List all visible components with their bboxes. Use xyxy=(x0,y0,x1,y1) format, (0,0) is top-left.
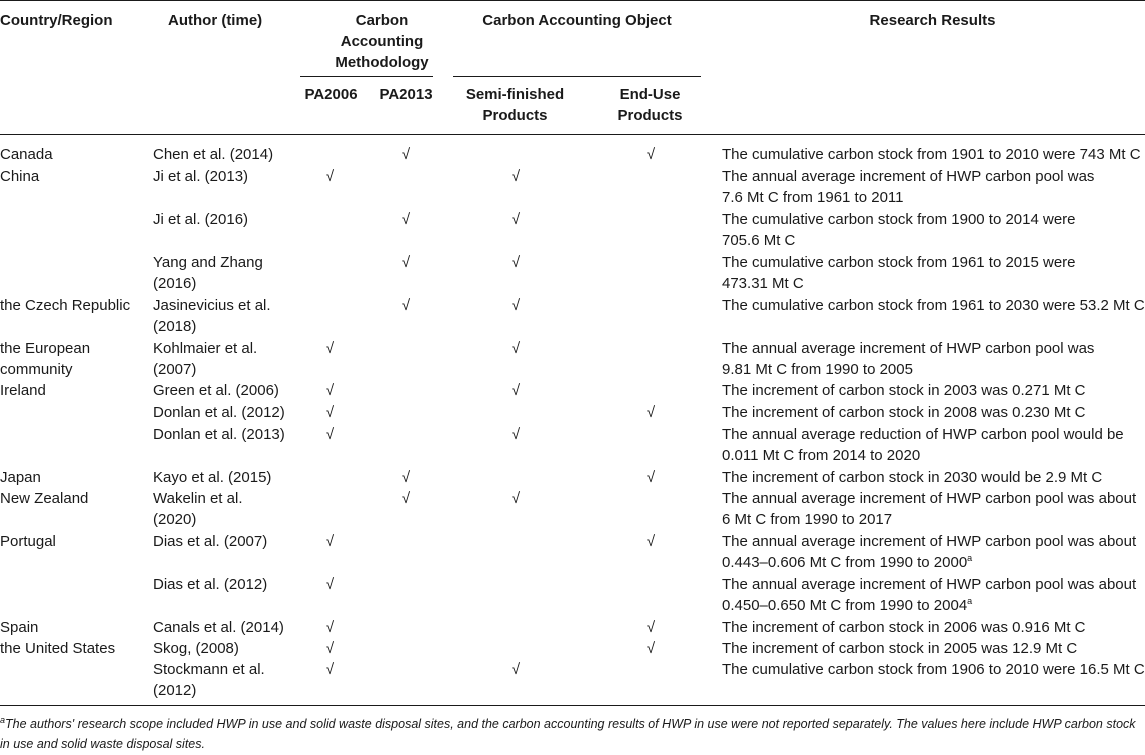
country-cell: Japan xyxy=(0,469,41,486)
header-methodology: Carbon Accounting Methodology xyxy=(335,12,429,71)
check-semi-finished: √ xyxy=(511,168,521,185)
check-end-use: √ xyxy=(646,146,656,163)
result-cell-line2: 473.31 Mt C xyxy=(722,275,804,292)
result-cell-line2: 6 Mt C from 1990 to 2017 xyxy=(722,511,893,528)
author-cell: Donlan et al. (2013) xyxy=(153,426,285,443)
footnote-marker: a xyxy=(967,553,973,563)
country-cell: Ireland xyxy=(0,382,46,399)
header-semi-finished: Semi-finished Products xyxy=(465,86,565,124)
country-cell: Portugal xyxy=(0,533,56,550)
result-cell-line2: 7.6 Mt C from 1961 to 2011 xyxy=(722,189,904,206)
check-end-use: √ xyxy=(646,469,656,486)
author-cell: Jasinevicius et al. xyxy=(153,297,271,314)
author-cell: Wakelin et al. xyxy=(153,490,243,507)
check-pa2013: √ xyxy=(401,211,411,228)
country-cell: Canada xyxy=(0,146,53,163)
object-rule xyxy=(453,76,701,77)
result-cell: The cumulative carbon stock from 1901 to 2010 were 743 Mt C xyxy=(722,146,1141,163)
check-pa2006: √ xyxy=(325,619,335,636)
author-cell: Yang and Zhang xyxy=(153,254,263,271)
author-cell: Stockmann et al. xyxy=(153,661,265,678)
result-cell: The cumulative carbon stock from 1900 to 2014 were xyxy=(722,211,1076,228)
check-pa2006: √ xyxy=(325,661,335,678)
result-cell-line2: 705.6 Mt C xyxy=(722,232,796,249)
author-cell-line2: (2020) xyxy=(153,511,197,528)
result-value: 0.443–0.606 Mt C from 1990 to 2000 xyxy=(722,554,968,571)
author-cell: Ji et al. (2016) xyxy=(153,211,249,228)
result-cell: The increment of carbon stock in 2008 was 0.230 Mt C xyxy=(722,404,1086,421)
author-cell: Kohlmaier et al. xyxy=(153,340,258,357)
check-pa2006: √ xyxy=(325,533,335,550)
author-cell-line2: (2016) xyxy=(153,275,197,292)
header-results: Research Results xyxy=(869,12,996,29)
result-cell-line2: 0.011 Mt C from 2014 to 2020 xyxy=(722,447,921,464)
result-cell: The annual average increment of HWP carbon pool was about xyxy=(722,490,1137,507)
country-cell: Spain xyxy=(0,619,39,636)
check-pa2006: √ xyxy=(325,340,335,357)
result-cell: The annual average increment of HWP carbon pool was xyxy=(722,168,1095,185)
header-rule xyxy=(0,134,1145,135)
result-value: 0.450–0.650 Mt C from 1990 to 2004 xyxy=(722,597,968,614)
result-cell: The increment of carbon stock in 2003 was 0.271 Mt C xyxy=(722,382,1086,399)
check-end-use: √ xyxy=(646,404,656,421)
check-semi-finished: √ xyxy=(511,382,521,399)
result-cell: The cumulative carbon stock from 1906 to 2010 were 16.5 Mt C xyxy=(722,661,1145,678)
author-cell: Dias et al. (2012) xyxy=(153,576,268,593)
check-pa2013: √ xyxy=(401,297,411,314)
header-author: Author (time) xyxy=(168,12,263,29)
check-end-use: √ xyxy=(646,533,656,550)
bottom-rule xyxy=(0,705,1145,706)
header-end-use: End-Use Products xyxy=(617,86,683,124)
result-cell: The increment of carbon stock in 2030 would be 2.9 Mt C xyxy=(722,469,1103,486)
check-pa2006: √ xyxy=(325,426,335,443)
author-cell-line2: (2018) xyxy=(153,318,197,335)
author-cell: Canals et al. (2014) xyxy=(153,619,284,636)
check-semi-finished: √ xyxy=(511,661,521,678)
check-pa2006: √ xyxy=(325,640,335,657)
author-cell-line2: (2007) xyxy=(153,361,197,378)
result-cell: The annual average reduction of HWP carbon pool would be xyxy=(722,426,1124,443)
check-pa2006: √ xyxy=(325,404,335,421)
check-semi-finished: √ xyxy=(511,340,521,357)
author-cell: Skog, (2008) xyxy=(153,640,239,657)
result-cell: The cumulative carbon stock from 1961 to 2015 were xyxy=(722,254,1076,271)
country-cell: the Czech Republic xyxy=(0,297,131,314)
header-object: Carbon Accounting Object xyxy=(482,12,672,29)
header-pa2013: PA2013 xyxy=(379,86,433,103)
result-cell: The increment of carbon stock in 2005 was 12.9 Mt C xyxy=(722,640,1078,657)
check-semi-finished: √ xyxy=(511,254,521,271)
result-cell: The annual average increment of HWP carbon pool was xyxy=(722,340,1095,357)
check-pa2013: √ xyxy=(401,254,411,271)
check-end-use: √ xyxy=(646,640,656,657)
result-cell: The annual average increment of HWP carbon pool was about xyxy=(722,576,1137,593)
author-cell: Chen et al. (2014) xyxy=(153,146,274,163)
header-pa2006: PA2006 xyxy=(304,86,358,103)
author-cell: Donlan et al. (2012) xyxy=(153,404,285,421)
country-cell: New Zealand xyxy=(0,490,89,507)
check-pa2006: √ xyxy=(325,576,335,593)
check-pa2013: √ xyxy=(401,469,411,486)
result-cell-line2 xyxy=(722,595,972,617)
header-country: Country/Region xyxy=(0,12,113,29)
top-rule xyxy=(0,0,1145,1)
check-semi-finished: √ xyxy=(511,490,521,507)
author-cell-line2: (2012) xyxy=(153,682,197,699)
country-cell: China xyxy=(0,168,40,185)
author-cell: Green et al. (2006) xyxy=(153,382,279,399)
country-cell: the United States xyxy=(0,640,116,657)
table-footnote xyxy=(0,714,1145,754)
footnote-marker: a xyxy=(967,596,973,606)
country-cell-line2: community xyxy=(0,361,73,378)
country-cell: the European xyxy=(0,340,91,357)
author-cell: Dias et al. (2007) xyxy=(153,533,268,550)
check-semi-finished: √ xyxy=(511,297,521,314)
check-end-use: √ xyxy=(646,619,656,636)
check-pa2013: √ xyxy=(401,490,411,507)
footnote-text: The authors' research scope included HWP in use and solid waste disposal sites, and the carbon accounting results of HWP in use were not reported separately. The values here include HWP carbon stock in use and solid waste disposal sites. xyxy=(0,717,1136,751)
check-pa2006: √ xyxy=(325,382,335,399)
check-pa2013: √ xyxy=(401,146,411,163)
check-semi-finished: √ xyxy=(511,426,521,443)
methodology-rule xyxy=(300,76,433,77)
result-cell: The increment of carbon stock in 2006 was 0.916 Mt C xyxy=(722,619,1086,636)
result-cell-line2: 9.81 Mt C from 1990 to 2005 xyxy=(722,361,913,378)
author-cell: Ji et al. (2013) xyxy=(153,168,249,185)
footnote-marker: a xyxy=(0,714,6,725)
result-cell-line2 xyxy=(722,552,972,574)
check-semi-finished: √ xyxy=(511,211,521,228)
check-pa2006: √ xyxy=(325,168,335,185)
result-cell: The annual average increment of HWP carbon pool was about xyxy=(722,533,1137,550)
author-cell: Kayo et al. (2015) xyxy=(153,469,272,486)
result-cell: The cumulative carbon stock from 1961 to 2030 were 53.2 Mt C xyxy=(722,297,1145,314)
